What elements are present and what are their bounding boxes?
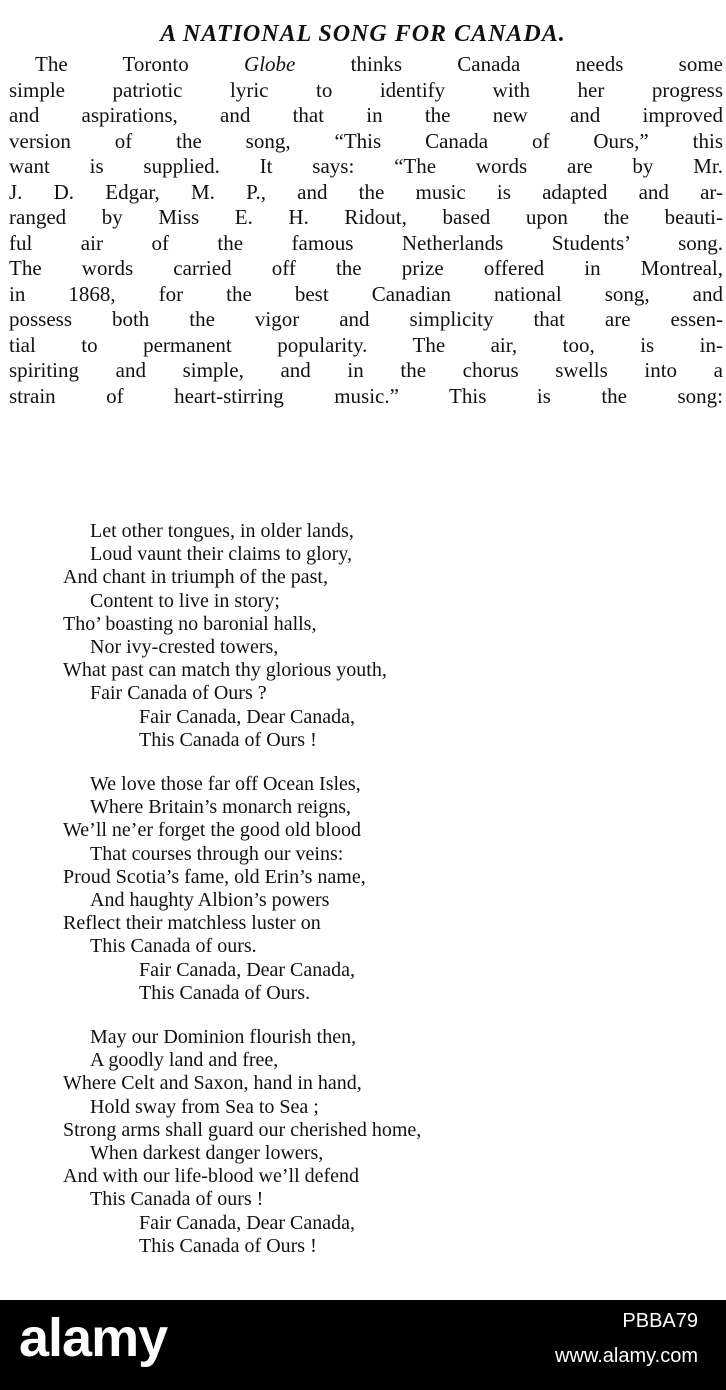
intro-line: and aspirations, and that in the new and improved — [9, 103, 723, 127]
intro-text: The Toronto — [35, 52, 245, 76]
verse-line: A goodly land and free, — [90, 1049, 279, 1072]
intro-line: possess both the vigor and simplicity that are essen- — [9, 307, 723, 331]
intro-line: J. D. Edgar, M. P., and the music is adapted and ar- — [9, 179, 723, 204]
intro-line: want is supplied. It says: “The words are by Mr. — [9, 154, 723, 178]
verse-line: And chant in triumph of the past, — [63, 566, 328, 589]
intro-line: spiriting and simple, and in the chorus swells into a — [9, 358, 723, 382]
article-title: A NATIONAL SONG FOR CANADA. — [160, 21, 566, 47]
verse-line: Strong arms shall guard our cherished home, — [63, 1118, 422, 1141]
intro-paragraph — [9, 52, 723, 409]
intro-line: tial to permanent popularity. The air, too, is in- — [9, 332, 723, 357]
intro-line: version of the song, “This Canada of Ours,” this — [9, 128, 723, 153]
verse-line: Where Britain’s monarch reigns, — [90, 796, 352, 819]
verse-line: Reflect their matchless luster on — [63, 912, 321, 935]
intro-text: thinks Canada needs some — [295, 52, 723, 76]
chorus-line: Fair Canada, Dear Canada, — [139, 1211, 356, 1234]
globe-italic: Globe — [244, 52, 296, 76]
stock-watermark-banner — [0, 1300, 726, 1390]
verse-line: And haughty Albion’s powers — [90, 889, 330, 912]
verse-line: This Canada of ours. — [90, 935, 257, 958]
song-lyrics — [0, 520, 726, 1258]
chorus-line: This Canada of Ours ! — [139, 728, 317, 751]
site-url: www.alamy.com — [555, 1345, 698, 1367]
verse-line: We love those far off Ocean Isles, — [90, 773, 361, 796]
verse-line: And with our life-blood we’ll defend — [63, 1165, 360, 1188]
chorus-line: Fair Canada, Dear Canada, — [139, 705, 356, 728]
chorus-line: This Canada of Ours ! — [139, 1234, 317, 1257]
verse-line: Fair Canada of Ours ? — [90, 682, 267, 705]
intro-line — [9, 52, 723, 78]
intro-line: ful air of the famous Netherlands Students’ song. — [9, 230, 723, 255]
verse-line: Nor ivy-crested towers, — [90, 636, 279, 659]
verse-line: May our Dominion flourish then, — [90, 1026, 357, 1049]
chorus-line: This Canada of Ours. — [139, 981, 311, 1004]
verse-line: Content to live in story; — [90, 589, 280, 612]
verse-line: Loud vaunt their claims to glory, — [90, 543, 352, 566]
alamy-logo: alamy — [19, 1308, 168, 1368]
verse-line: Let other tongues, in older lands, — [90, 520, 354, 542]
stanza-1 — [0, 520, 726, 752]
verse-line: Proud Scotia’s fame, old Erin’s name, — [63, 865, 366, 888]
verse-line: We’ll ne’er forget the good old blood — [63, 819, 361, 842]
intro-line: ranged by Miss E. H. Ridout, based upon the beauti- — [9, 205, 723, 229]
chorus-line: Fair Canada, Dear Canada, — [139, 958, 356, 981]
verse-line: Hold sway from Sea to Sea ; — [90, 1095, 319, 1118]
verse-line: Tho’ boasting no baronial halls, — [63, 612, 317, 635]
intro-line: in 1868, for the best Canadian national song, and — [9, 281, 723, 306]
verse-line: That courses through our veins: — [90, 842, 344, 865]
intro-line: strain of heart-stirring music.” This is the song: — [9, 383, 723, 408]
stanza-2 — [0, 773, 726, 1005]
image-id: PBBA79 — [622, 1310, 698, 1332]
intro-line: simple patriotic lyric to identify with her progress — [9, 77, 723, 102]
verse-line: This Canada of ours ! — [90, 1188, 264, 1211]
verse-line: Where Celt and Saxon, hand in hand, — [63, 1072, 362, 1095]
verse-line: What past can match thy glorious youth, — [63, 659, 387, 682]
intro-line: The words carried off the prize offered in Montreal, — [9, 256, 723, 280]
verse-line: When darkest danger lowers, — [90, 1142, 324, 1165]
stanza-3 — [0, 1026, 726, 1258]
